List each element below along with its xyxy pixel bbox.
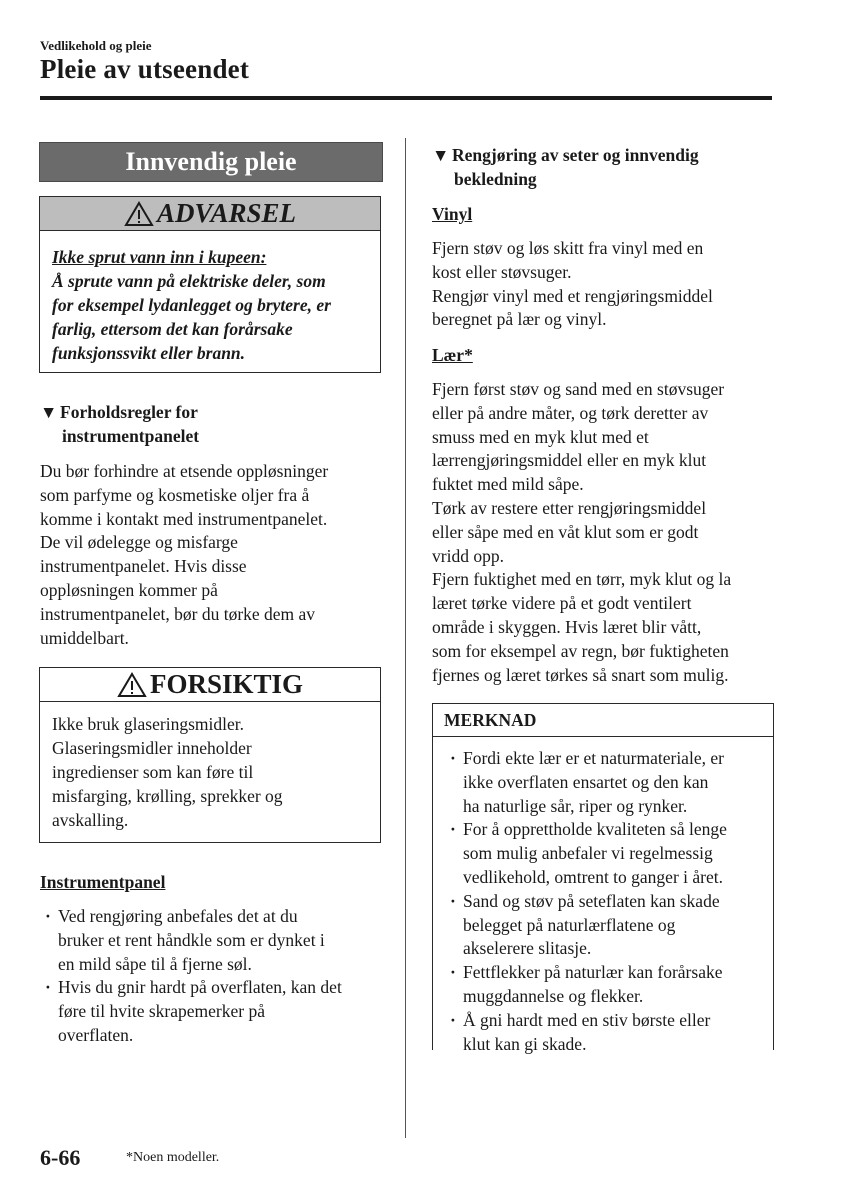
list-item: · For å opprettholde kvaliteten så lenge som mulig anbefaler vi regelmessig vedlikehold, omtrent to ganger i året. <box>445 818 763 889</box>
dash-precautions-text: Du bør forhindre at etsende oppløsninger som parfyme og kosmetiske oljer fra å komme i kontakt med instrumentpanelet. De vil ødelegge og misfarge instrumentpanelet. Hvis disse oppløsningen kommer på instrumentpanelet, bør du tørke dem av umiddelbart. <box>40 461 329 648</box>
caution-triangle-icon <box>117 672 147 698</box>
warning-heading: Ikke sprut vann inn i kupeen: <box>52 247 267 267</box>
warning-line: for eksempel lydanlegget og brytere, er <box>52 295 331 315</box>
list-item: · Hvis du gnir hardt på overflaten, kan det føre til hvite skrapemerker på overflaten. <box>40 976 385 1047</box>
note-body <box>433 737 773 1056</box>
triangle-down-icon: ▼ <box>432 145 450 165</box>
seats-cleaning-heading: ▼ Rengjøring av seter og innvendig bekledning <box>432 145 699 189</box>
caution-body: Ikke bruk glaseringsmidler. Glaseringsmidler inneholder ingredienser som kan føre til misfarging, krølling, sprekker og avskalling. <box>52 714 283 830</box>
warning-body <box>40 231 380 365</box>
list-item: · Ved rengjøring anbefales det at du bruker et rent håndkle som er dynket i en mild såpe til å fjerne søl. <box>40 905 385 976</box>
dash-precautions-heading: ▼ Forholdsregler for instrumentpanelet <box>40 402 200 446</box>
note-list <box>445 747 763 1056</box>
vinyl-label: Vinyl <box>432 204 473 224</box>
note-title: MERKNAD <box>433 704 773 737</box>
column-divider <box>405 138 406 1138</box>
note-box <box>432 703 774 1054</box>
warning-box <box>39 196 381 373</box>
leather-label: Lær* <box>432 345 473 365</box>
triangle-down-icon: ▼ <box>40 402 58 422</box>
title-rule <box>40 96 772 100</box>
caution-title: FORSIKTIG <box>149 669 304 699</box>
instrument-panel-label: Instrumentpanel <box>40 872 166 892</box>
page-number: 6-66 <box>40 1145 81 1170</box>
warning-triangle-icon <box>124 201 154 227</box>
leather-text: Fjern først støv og sand med en støvsuger eller på andre måter, og tørk deretter av smuss med en myk klut med et lærrengjøringsmiddel eller en myk klut fuktet med mild såpe. Tørk av restere etter rengjøringsmiddel eller såpe med en våt klut som er godt vridd opp. Fjern fuktighet med en tørr, myk klut og la læret tørke videre på et godt ventilert område i skyggen. Hvis læret blir vått, som for eksempel av regn, bør fuktigheten fjernes og læret tørkes så snart som mulig. <box>432 379 732 685</box>
warning-line: funksjonssvikt eller brann. <box>52 343 246 363</box>
caution-header <box>40 668 380 702</box>
warning-title: ADVARSEL <box>156 198 297 228</box>
list-item: · Fordi ekte lær er et naturmateriale, er ikke overflaten ensartet og den kan ha naturlige sår, riper og rynker. <box>445 747 763 818</box>
list-item: · Sand og støv på seteflaten kan skade belegget på naturlærflatene og akselerere slitasje. <box>445 890 763 961</box>
section-label: Vedlikehold og pleie <box>40 38 152 53</box>
warning-line: farlig, ettersom det kan forårsake <box>52 319 293 339</box>
warning-header <box>40 197 380 231</box>
list-item: · Å gni hardt med en stiv børste eller klut kan gi skade. <box>445 1009 763 1057</box>
page-title: Pleie av utseendet <box>40 54 250 84</box>
vinyl-text: Fjern støv og løs skitt fra vinyl med en kost eller støvsuger. Rengjør vinyl med et rengjøringsmiddel beregnet på lær og vinyl. <box>432 238 713 330</box>
list-item: · Fettflekker på naturlær kan forårsake muggdannelse og flekker. <box>445 961 763 1009</box>
caution-box <box>39 667 381 843</box>
instrument-panel-list <box>40 905 385 1048</box>
warning-line: Å sprute vann på elektriske deler, som <box>52 271 326 291</box>
interior-care-banner: Innvendig pleie <box>39 142 383 182</box>
footnote: *Noen modeller. <box>126 1150 220 1165</box>
